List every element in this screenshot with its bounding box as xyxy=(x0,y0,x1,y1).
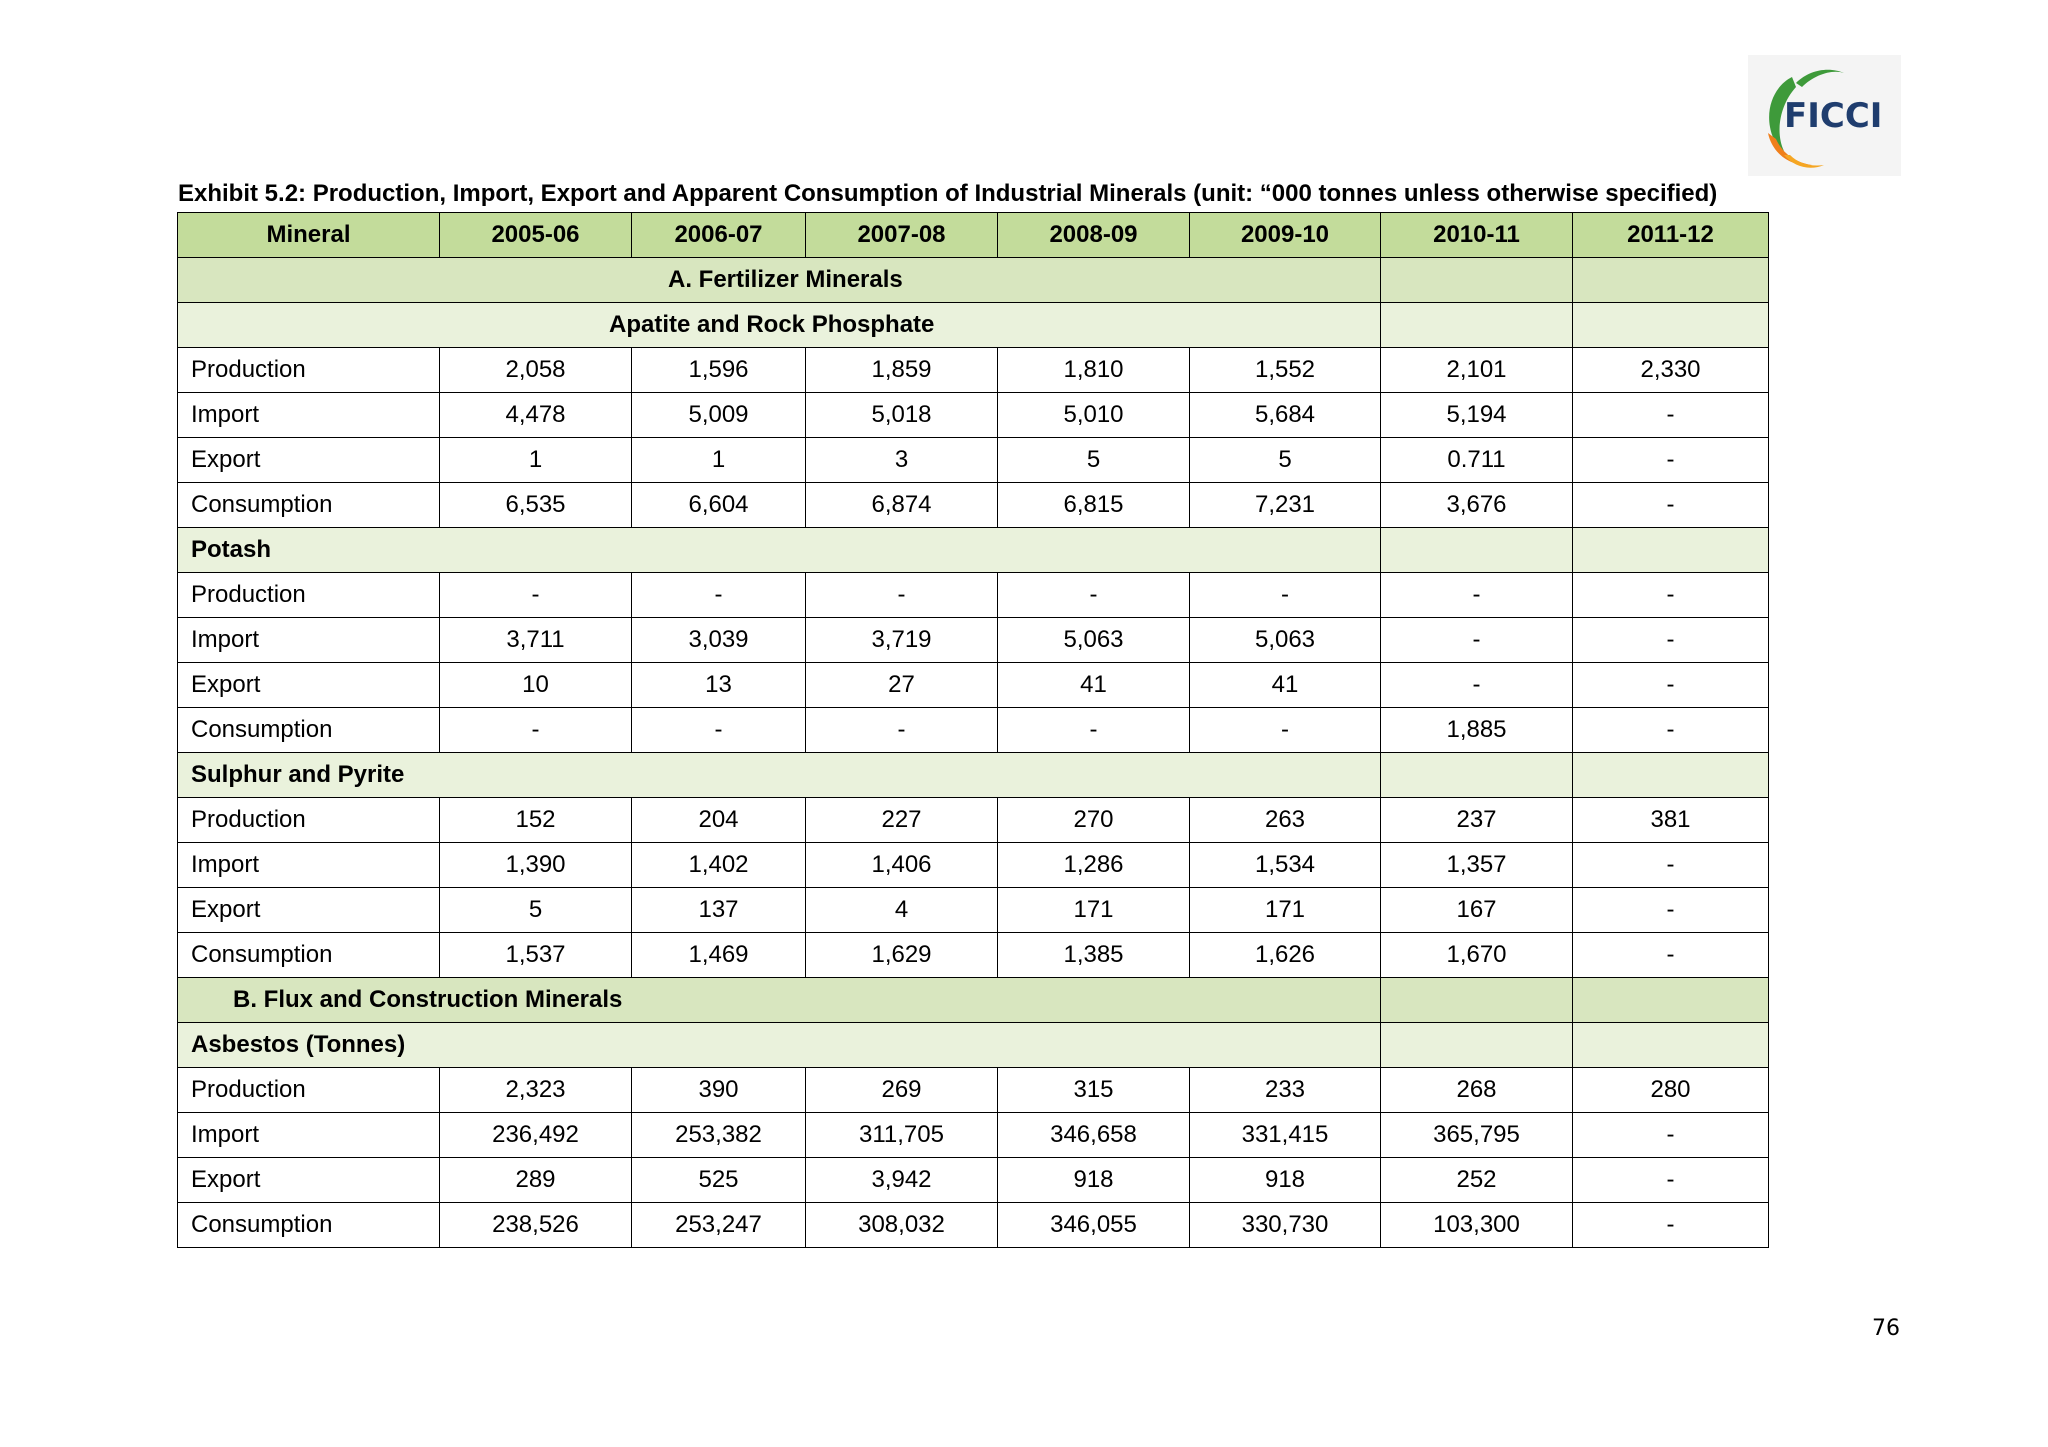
table-cell: 41 xyxy=(998,663,1190,708)
table-cell: - xyxy=(1573,843,1769,888)
table-row xyxy=(178,618,1769,663)
table-row xyxy=(178,348,1769,393)
table-cell: 1,885 xyxy=(1381,708,1573,753)
row-label: Production xyxy=(178,1068,440,1113)
row-label: Production xyxy=(178,348,440,393)
table-cell: - xyxy=(1573,663,1769,708)
table-cell: 1,534 xyxy=(1190,843,1381,888)
group-apatite-title: Apatite and Rock Phosphate xyxy=(178,303,1381,348)
table-cell: 270 xyxy=(998,798,1190,843)
group-asbestos xyxy=(178,1023,1769,1068)
table-cell: 1,385 xyxy=(998,933,1190,978)
table-cell: 4,478 xyxy=(440,393,632,438)
table-cell: 269 xyxy=(806,1068,998,1113)
table-cell: 233 xyxy=(1190,1068,1381,1113)
table-cell: - xyxy=(998,573,1190,618)
header-year: 2008-09 xyxy=(998,213,1190,258)
empty-cell xyxy=(1381,528,1573,573)
table-cell: - xyxy=(440,573,632,618)
row-label: Import xyxy=(178,393,440,438)
table-cell: 5 xyxy=(440,888,632,933)
empty-cell xyxy=(1573,303,1769,348)
table-cell: 918 xyxy=(998,1158,1190,1203)
table-cell: - xyxy=(1381,618,1573,663)
table-cell: 1,810 xyxy=(998,348,1190,393)
table-row xyxy=(178,1068,1769,1113)
table-cell: - xyxy=(1573,1203,1769,1248)
table-cell: 204 xyxy=(632,798,806,843)
empty-cell xyxy=(1573,258,1769,303)
table-cell: - xyxy=(1573,708,1769,753)
row-label: Import xyxy=(178,1113,440,1158)
table-cell: 5 xyxy=(998,438,1190,483)
table-cell: 6,874 xyxy=(806,483,998,528)
table-cell: 0.711 xyxy=(1381,438,1573,483)
table-row xyxy=(178,1158,1769,1203)
empty-cell xyxy=(1573,1023,1769,1068)
table-cell: 311,705 xyxy=(806,1113,998,1158)
header-year: 2009-10 xyxy=(1190,213,1381,258)
table-cell: 1,596 xyxy=(632,348,806,393)
table-cell: 1,670 xyxy=(1381,933,1573,978)
table-row xyxy=(178,708,1769,753)
header-mineral: Mineral xyxy=(178,213,440,258)
table-cell: 5,063 xyxy=(1190,618,1381,663)
table-cell: - xyxy=(1190,573,1381,618)
table-cell: - xyxy=(632,573,806,618)
table-cell: - xyxy=(1573,483,1769,528)
table-cell: 6,535 xyxy=(440,483,632,528)
table-cell: 41 xyxy=(1190,663,1381,708)
table-cell: 5,684 xyxy=(1190,393,1381,438)
ficci-logo-graphic xyxy=(1748,55,1901,176)
row-label: Import xyxy=(178,843,440,888)
table-cell: 5 xyxy=(1190,438,1381,483)
table-cell: 10 xyxy=(440,663,632,708)
table-cell: 6,815 xyxy=(998,483,1190,528)
table-cell: 2,330 xyxy=(1573,348,1769,393)
table-cell: 4 xyxy=(806,888,998,933)
exhibit-caption: Exhibit 5.2: Production, Import, Export and Apparent Consumption of Industrial Minerals (unit: “000 tonnes unless otherwise specified) xyxy=(178,180,1718,207)
table-row xyxy=(178,1203,1769,1248)
table-cell: 5,063 xyxy=(998,618,1190,663)
section-fertilizer xyxy=(178,258,1769,303)
table-cell: - xyxy=(440,708,632,753)
empty-cell xyxy=(1381,258,1573,303)
table-cell: - xyxy=(806,708,998,753)
table-cell: 1,357 xyxy=(1381,843,1573,888)
table-cell: - xyxy=(1573,1158,1769,1203)
table-cell: - xyxy=(806,573,998,618)
minerals-table xyxy=(177,212,1769,1248)
table-cell: 1,537 xyxy=(440,933,632,978)
table-cell: 390 xyxy=(632,1068,806,1113)
table-cell: - xyxy=(1190,708,1381,753)
empty-cell xyxy=(1381,303,1573,348)
table-cell: 2,323 xyxy=(440,1068,632,1113)
group-sulphur-title: Sulphur and Pyrite xyxy=(178,753,1381,798)
table-cell: 330,730 xyxy=(1190,1203,1381,1248)
table-row xyxy=(178,438,1769,483)
empty-cell xyxy=(1573,753,1769,798)
row-label: Export xyxy=(178,438,440,483)
table-cell: 315 xyxy=(998,1068,1190,1113)
table-cell: 346,055 xyxy=(998,1203,1190,1248)
table-cell: - xyxy=(1573,618,1769,663)
table-cell: 167 xyxy=(1381,888,1573,933)
table-cell: 5,010 xyxy=(998,393,1190,438)
header-year: 2006-07 xyxy=(632,213,806,258)
empty-cell xyxy=(1381,978,1573,1023)
table-cell: 308,032 xyxy=(806,1203,998,1248)
table-cell: 171 xyxy=(998,888,1190,933)
table-cell: 1 xyxy=(632,438,806,483)
table-cell: 268 xyxy=(1381,1068,1573,1113)
table-cell: 238,526 xyxy=(440,1203,632,1248)
table-cell: - xyxy=(998,708,1190,753)
row-label: Import xyxy=(178,618,440,663)
table-cell: 3,039 xyxy=(632,618,806,663)
table-cell: 3,719 xyxy=(806,618,998,663)
table-cell: 365,795 xyxy=(1381,1113,1573,1158)
table-row xyxy=(178,933,1769,978)
table-cell: 2,058 xyxy=(440,348,632,393)
table-cell: - xyxy=(1573,1113,1769,1158)
table-cell: 7,231 xyxy=(1190,483,1381,528)
table-row xyxy=(178,843,1769,888)
row-label: Consumption xyxy=(178,933,440,978)
table-cell: - xyxy=(1573,438,1769,483)
group-potash-title: Potash xyxy=(178,528,1381,573)
page-number: 76 xyxy=(1872,1316,1900,1341)
table-row xyxy=(178,573,1769,618)
table-cell: 2,101 xyxy=(1381,348,1573,393)
table-cell: - xyxy=(1381,573,1573,618)
group-apatite xyxy=(178,303,1769,348)
table-row xyxy=(178,888,1769,933)
empty-cell xyxy=(1381,1023,1573,1068)
table-cell: 137 xyxy=(632,888,806,933)
table-cell: 253,382 xyxy=(632,1113,806,1158)
table-cell: 280 xyxy=(1573,1068,1769,1113)
table-cell: 5,194 xyxy=(1381,393,1573,438)
header-year: 2010-11 xyxy=(1381,213,1573,258)
table-cell: 227 xyxy=(806,798,998,843)
table-cell: 1,626 xyxy=(1190,933,1381,978)
section-flux xyxy=(178,978,1769,1023)
table-cell: 152 xyxy=(440,798,632,843)
table-cell: 918 xyxy=(1190,1158,1381,1203)
table-cell: 289 xyxy=(440,1158,632,1203)
table-cell: 1,286 xyxy=(998,843,1190,888)
logo-text: FICCI xyxy=(1784,96,1883,136)
table-cell: 331,415 xyxy=(1190,1113,1381,1158)
table-cell: - xyxy=(1573,573,1769,618)
table-cell: 5,009 xyxy=(632,393,806,438)
header-year: 2007-08 xyxy=(806,213,998,258)
row-label: Consumption xyxy=(178,1203,440,1248)
table-cell: 1,859 xyxy=(806,348,998,393)
header-year: 2011-12 xyxy=(1573,213,1769,258)
group-potash xyxy=(178,528,1769,573)
table-cell: 3 xyxy=(806,438,998,483)
table-row xyxy=(178,798,1769,843)
row-label: Export xyxy=(178,663,440,708)
row-label: Consumption xyxy=(178,708,440,753)
row-label: Export xyxy=(178,888,440,933)
table-cell: 27 xyxy=(806,663,998,708)
section-flux-title: B. Flux and Construction Minerals xyxy=(178,978,1381,1023)
header-year: 2005-06 xyxy=(440,213,632,258)
table-cell: - xyxy=(1573,933,1769,978)
table-cell: - xyxy=(632,708,806,753)
header-row xyxy=(178,213,1769,258)
table-cell: 237 xyxy=(1381,798,1573,843)
table-cell: 381 xyxy=(1573,798,1769,843)
table-cell: 3,676 xyxy=(1381,483,1573,528)
row-label: Consumption xyxy=(178,483,440,528)
table-cell: 3,711 xyxy=(440,618,632,663)
group-asbestos-title: Asbestos (Tonnes) xyxy=(178,1023,1381,1068)
row-label: Export xyxy=(178,1158,440,1203)
table-cell: 1,629 xyxy=(806,933,998,978)
table-cell: 253,247 xyxy=(632,1203,806,1248)
empty-cell xyxy=(1381,753,1573,798)
table-row xyxy=(178,483,1769,528)
ficci-logo xyxy=(1748,55,1901,176)
table-cell: 1,552 xyxy=(1190,348,1381,393)
table-row xyxy=(178,1113,1769,1158)
table-row xyxy=(178,663,1769,708)
table-cell: - xyxy=(1381,663,1573,708)
table-cell: 5,018 xyxy=(806,393,998,438)
table-cell: 525 xyxy=(632,1158,806,1203)
table-cell: 236,492 xyxy=(440,1113,632,1158)
table-cell: - xyxy=(1573,393,1769,438)
row-label: Production xyxy=(178,573,440,618)
table-cell: 1,402 xyxy=(632,843,806,888)
table-cell: 103,300 xyxy=(1381,1203,1573,1248)
section-fertilizer-title: A. Fertilizer Minerals xyxy=(178,258,1381,303)
group-sulphur xyxy=(178,753,1769,798)
table-cell: 263 xyxy=(1190,798,1381,843)
table-cell: 3,942 xyxy=(806,1158,998,1203)
table-cell: 171 xyxy=(1190,888,1381,933)
table-cell: 1,406 xyxy=(806,843,998,888)
table-row xyxy=(178,393,1769,438)
row-label: Production xyxy=(178,798,440,843)
table-cell: - xyxy=(1573,888,1769,933)
table-cell: 1 xyxy=(440,438,632,483)
table-cell: 346,658 xyxy=(998,1113,1190,1158)
table-cell: 1,390 xyxy=(440,843,632,888)
table-cell: 1,469 xyxy=(632,933,806,978)
empty-cell xyxy=(1573,528,1769,573)
empty-cell xyxy=(1573,978,1769,1023)
table-cell: 252 xyxy=(1381,1158,1573,1203)
table-cell: 6,604 xyxy=(632,483,806,528)
table-cell: 13 xyxy=(632,663,806,708)
